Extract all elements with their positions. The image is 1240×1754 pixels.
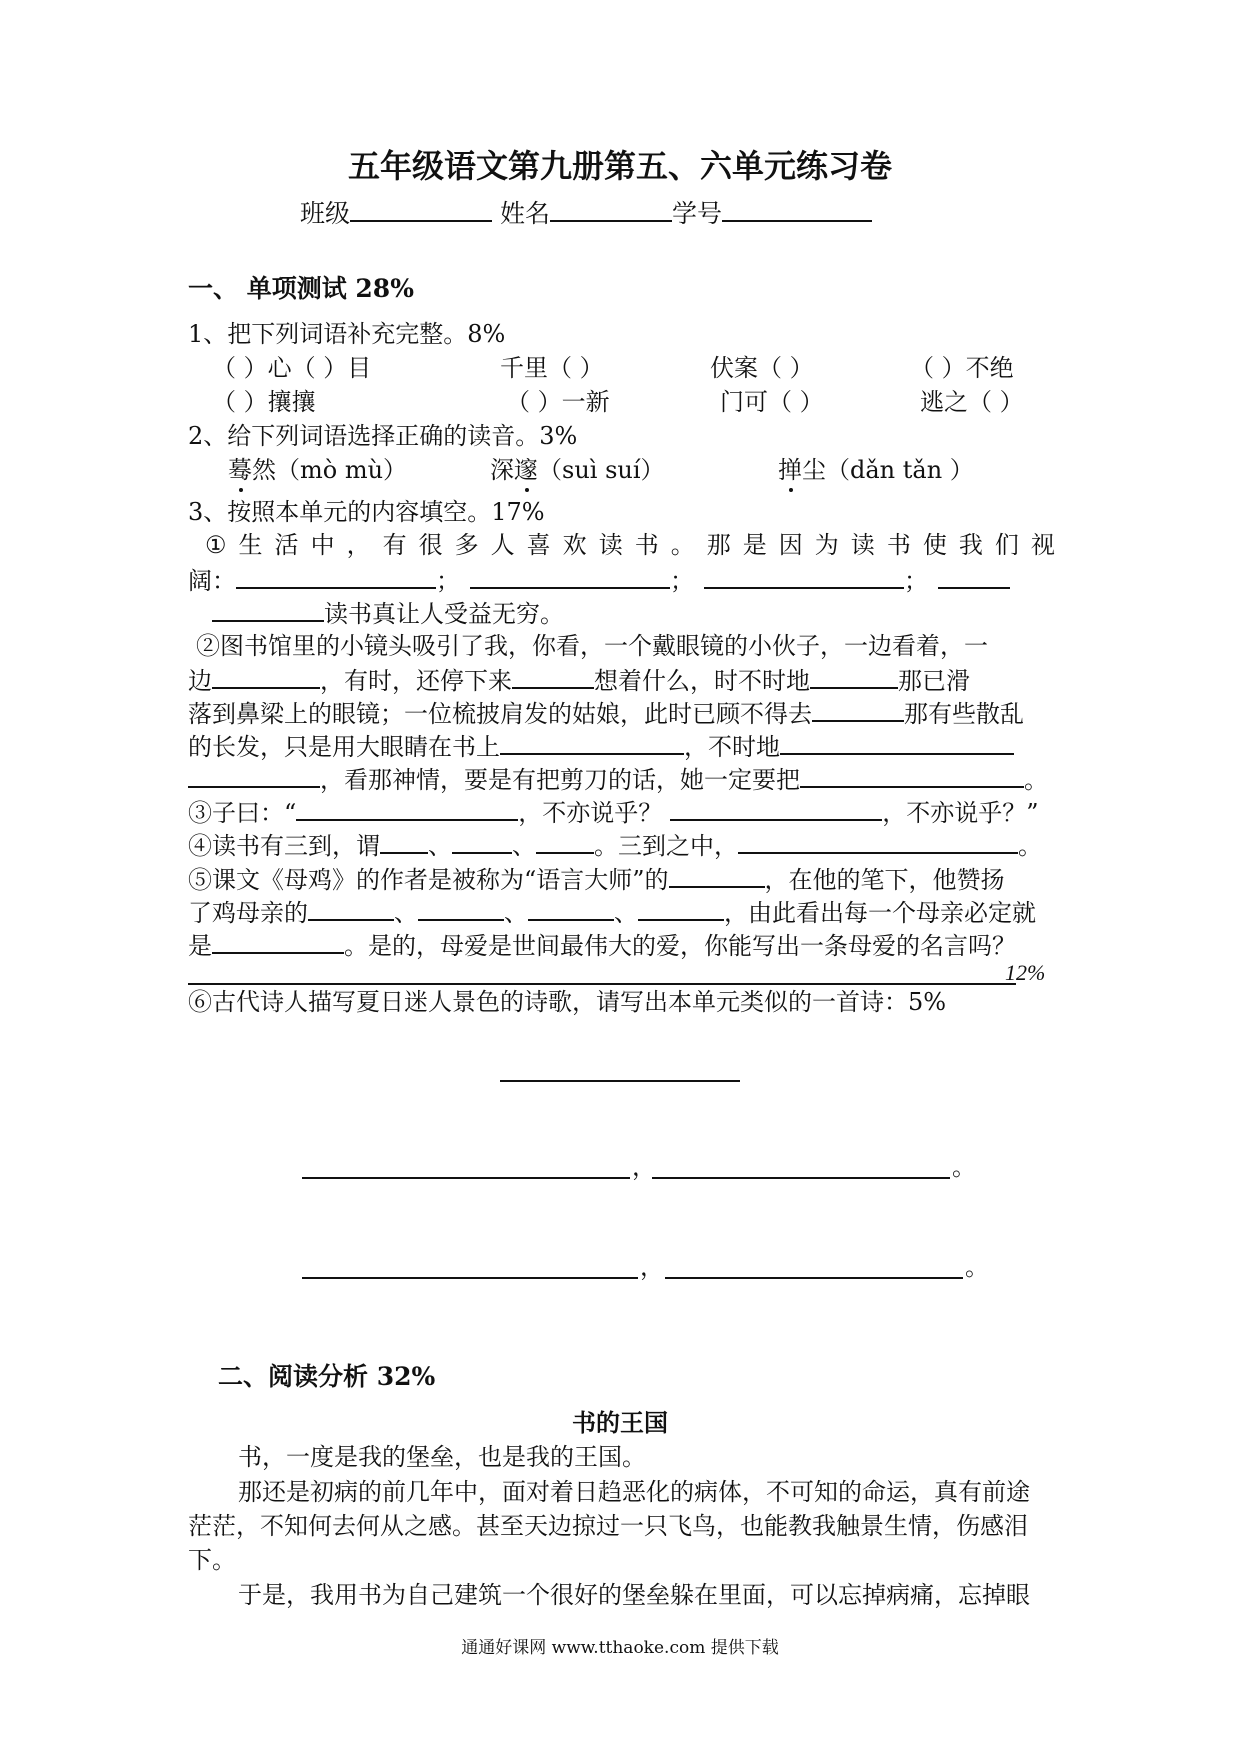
section2-heading: 二、阅读分析 32% <box>218 1362 436 1391</box>
text: ，看那神情，要是有把剪刀的话，她一定要把 <box>320 766 800 794</box>
student-info <box>300 200 872 226</box>
text: 、 <box>504 899 528 927</box>
text: 的长发，只是用大眼睛在书上 <box>188 733 500 761</box>
justified-char: 欢 <box>562 531 587 559</box>
answer-blank[interactable] <box>296 799 518 821</box>
text: 边 <box>188 667 212 695</box>
text: ，在他的笔下，他赞扬 <box>764 866 1005 894</box>
text: 、 <box>614 899 638 927</box>
answer-blank[interactable] <box>236 567 436 589</box>
text: 是 <box>188 932 212 960</box>
page-title: 五年级语文第九册第五、六单元练习卷 <box>347 147 892 185</box>
article-title: 书的王国 <box>572 1408 668 1437</box>
q2-word-2 <box>490 458 665 482</box>
q2-prompt: 2、给下列词语选择正确的读音。3% <box>188 422 578 450</box>
answer-blank[interactable] <box>800 766 1024 788</box>
article-paragraph: 那还是初病的前几年中，面对着日趋恶化的病体，不可知的命运，真有前途 <box>238 1478 1030 1506</box>
answer-blank[interactable] <box>512 667 594 689</box>
class-label: 班级 <box>300 199 351 228</box>
justified-char: 因 <box>778 531 803 559</box>
dotted-char: 邃 <box>514 456 538 484</box>
poem-line[interactable] <box>302 1177 630 1179</box>
justified-char: 书 <box>886 531 911 559</box>
justified-char: 很 <box>418 531 443 559</box>
justified-char: 有 <box>382 531 407 559</box>
text: ，不亦说乎？” <box>882 799 1039 827</box>
text: ，不亦说乎？ <box>518 799 663 827</box>
punctuation: ， <box>640 1253 664 1281</box>
answer-blank[interactable] <box>500 733 684 755</box>
article-paragraph: 于是，我用书为自己建筑一个很好的堡垒躲在里面，可以忘掉病痛，忘掉眼 <box>238 1581 1030 1609</box>
poem-line[interactable] <box>665 1277 963 1279</box>
text: 。是的，母爱是世间最伟大的爱，你能写出一条母爱的名言吗？ <box>344 932 1016 960</box>
q1-item: 千里（ ） <box>500 354 604 382</box>
q2-word-3 <box>778 458 974 482</box>
dotted-char: 掸 <box>778 456 802 484</box>
justified-char: 那 <box>706 531 731 559</box>
text: ④读书有三到，谓 <box>188 832 380 860</box>
answer-blank[interactable] <box>528 899 614 921</box>
q1-item: （ ）一新 <box>506 388 610 416</box>
justified-char: ， <box>346 531 371 559</box>
q3-p1-line <box>205 533 1055 557</box>
q3-p2-row1: ②图书馆里的小镜头吸引了我，你看，一个戴眼镜的小伙子，一边看着，一 <box>196 632 988 660</box>
punctuation: 。 <box>965 1253 989 1281</box>
answer-blank[interactable] <box>669 866 765 888</box>
answer-blank[interactable] <box>670 799 882 821</box>
answer-blank[interactable] <box>704 567 904 589</box>
q1-item: （ ）攘攘 <box>212 388 316 416</box>
answer-blank[interactable] <box>212 932 344 954</box>
text: 落到鼻梁上的眼镜；一位梳披肩发的姑娘，此时已顾不得去 <box>188 700 812 728</box>
q3-p5-row2 <box>188 899 1036 925</box>
q3-p6: ⑥古代诗人描写夏日迷人景色的诗歌，请写出本单元类似的一首诗：5% <box>188 988 947 1016</box>
text: ⑤课文《母鸡》的作者是被称为“语言大师”的 <box>188 866 669 894</box>
answer-blank[interactable] <box>308 899 394 921</box>
answer-blank[interactable] <box>938 567 1010 589</box>
text: 、 <box>428 832 452 860</box>
justified-char: 是 <box>742 531 767 559</box>
text: 、 <box>394 899 418 927</box>
answer-blank[interactable] <box>452 832 512 854</box>
q1-item: 伏案（ ） <box>710 354 814 382</box>
justified-char: 活 <box>274 531 299 559</box>
justified-char: 喜 <box>526 531 551 559</box>
answer-blank[interactable] <box>810 667 898 689</box>
text: 读书真让人受益无穷。 <box>324 600 564 628</box>
q3-prompt: 3、按照本单元的内容填空。17% <box>188 498 545 526</box>
justified-char: ① <box>205 531 227 559</box>
justified-char: 人 <box>490 531 515 559</box>
justified-char: 生 <box>238 531 263 559</box>
q3-p2-row4 <box>188 733 1014 759</box>
score-percent: 12% <box>1005 960 1046 985</box>
id-label: 学号 <box>671 199 722 228</box>
dotted-char: 蓦 <box>228 456 252 484</box>
answer-blank[interactable] <box>638 899 724 921</box>
section1-heading: 一、 单项测试 28% <box>188 274 414 303</box>
text: ③子曰：“ <box>188 799 297 827</box>
text: ，不时地 <box>684 733 780 761</box>
poem-line[interactable] <box>652 1177 950 1179</box>
text: 、 <box>512 832 536 860</box>
justified-char: 书 <box>634 531 659 559</box>
text: 。 <box>1024 766 1048 794</box>
justified-char: 视 <box>1030 531 1055 559</box>
justified-char: 。 <box>670 531 695 559</box>
answer-blank[interactable] <box>738 832 1018 854</box>
justified-char: 们 <box>994 531 1019 559</box>
q2-word-1 <box>228 458 407 482</box>
footer-text: 通通好课网 www.tthaoke.com 提供下载 <box>461 1638 779 1658</box>
text: 那已滑 <box>898 667 970 695</box>
article-paragraph: 书，一度是我的堡垒，也是我的王国。 <box>238 1443 646 1471</box>
answer-blank[interactable] <box>470 567 670 589</box>
text: ，有时，还停下来 <box>320 667 512 695</box>
text: 。 <box>1018 832 1042 860</box>
answer-blank[interactable] <box>536 832 594 854</box>
text: 阔： <box>188 567 236 595</box>
justified-char: 使 <box>922 531 947 559</box>
q3-p5-row1 <box>188 866 1005 892</box>
q3-p4 <box>188 832 1042 858</box>
q2-options: 尘（dǎn tǎn ） <box>802 456 974 484</box>
article-paragraph: 下。 <box>188 1546 236 1574</box>
text: 。三到之中， <box>594 832 738 860</box>
justified-char: 读 <box>850 531 875 559</box>
justified-char: 读 <box>598 531 623 559</box>
poem-line[interactable] <box>302 1277 638 1279</box>
answer-blank[interactable] <box>780 733 1014 755</box>
q1-item: 逃之（ ） <box>920 388 1024 416</box>
text: ，由此看出每一个母亲必定就 <box>724 899 1036 927</box>
answer-line[interactable] <box>188 983 1016 985</box>
text: 想着什么，时不时地 <box>594 667 810 695</box>
id-blank[interactable] <box>722 200 872 222</box>
q2-char: 深 <box>490 456 514 484</box>
justified-char: 中 <box>310 531 335 559</box>
q3-p3 <box>188 799 1039 825</box>
q1-prompt: 1、把下列词语补充完整。8% <box>188 320 506 348</box>
q3-p2-row5 <box>188 766 1048 792</box>
q2-options: 然（mò mù） <box>252 456 408 484</box>
q3-p1-row2: 阔： ； ； ； <box>188 567 1010 593</box>
poem-title-line[interactable] <box>500 1080 740 1082</box>
justified-char: 多 <box>454 531 479 559</box>
punctuation: 。 <box>952 1153 976 1181</box>
q3-p2-row2 <box>188 667 970 693</box>
article-paragraph: 茫茫，不知何去何从之感。甚至天边掠过一只飞鸟，也能教我触景生情，伤感泪 <box>188 1512 1028 1540</box>
q3-p5-row3 <box>188 932 1016 958</box>
justified-char: 我 <box>958 531 983 559</box>
class-blank[interactable] <box>350 200 492 222</box>
justified-char: 为 <box>814 531 839 559</box>
answer-blank[interactable] <box>812 700 904 722</box>
q3-p1-row3 <box>212 600 564 626</box>
answer-blank[interactable] <box>380 832 428 854</box>
text: 了鸡母亲的 <box>188 899 308 927</box>
punctuation: ， <box>632 1153 656 1181</box>
text: 那有些散乱 <box>904 700 1024 728</box>
answer-blank[interactable] <box>212 667 320 689</box>
name-blank[interactable] <box>550 200 672 222</box>
q1-item: （ ）不绝 <box>910 354 1014 382</box>
answer-blank[interactable] <box>212 600 324 622</box>
q1-item: （ ）心（ ）目 <box>212 354 372 382</box>
q1-item: 门可（ ） <box>720 388 824 416</box>
q3-p2-row3 <box>188 700 1024 726</box>
name-label: 姓名 <box>499 199 550 228</box>
answer-blank[interactable] <box>188 766 320 788</box>
q2-options: （suì suí） <box>538 456 665 484</box>
answer-blank[interactable] <box>418 899 504 921</box>
